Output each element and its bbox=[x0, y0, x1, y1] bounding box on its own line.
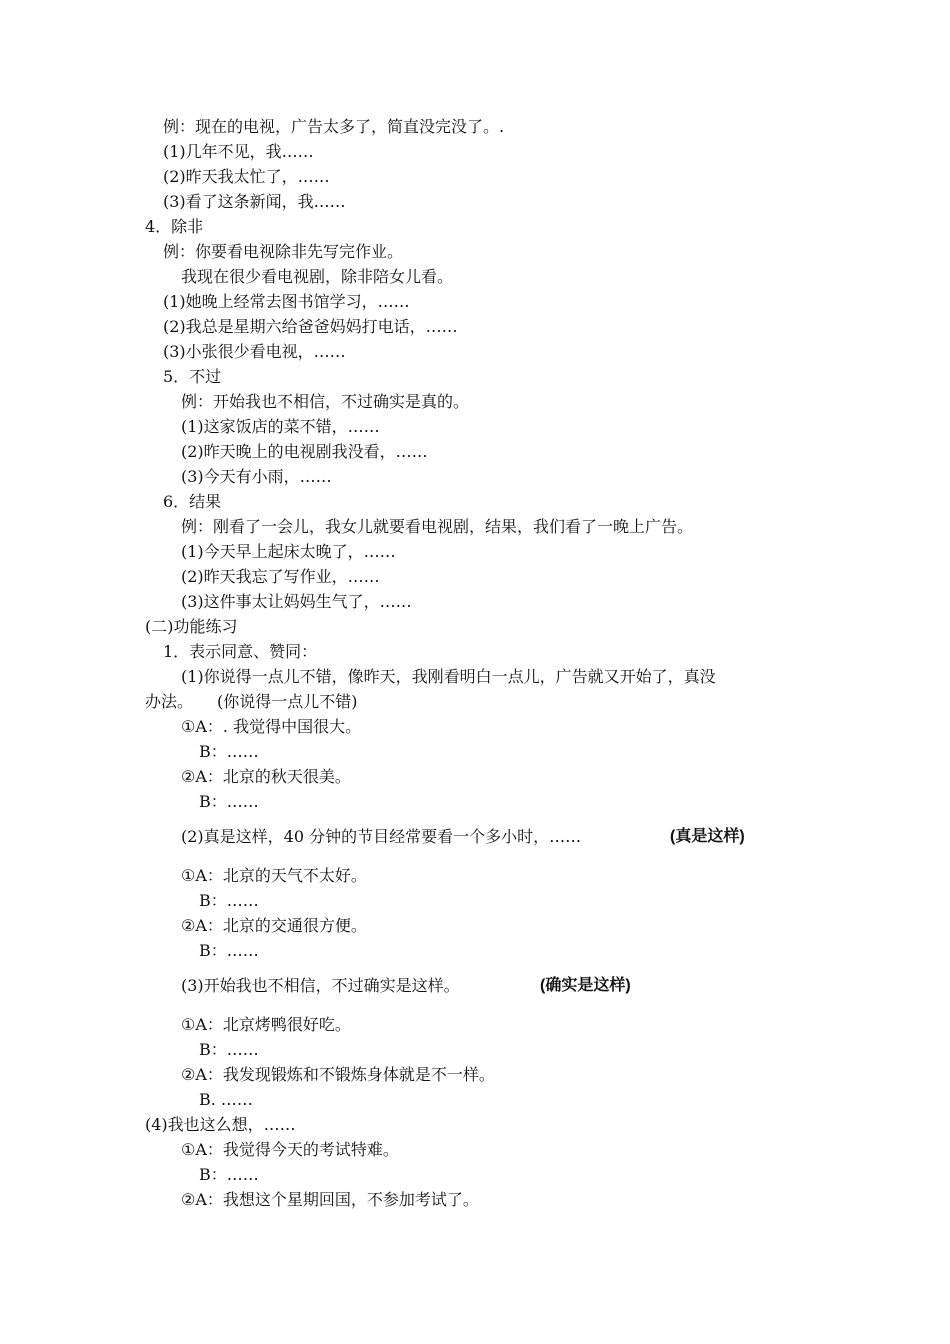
dialogue-a: ②A：北京的秋天很美。 bbox=[181, 767, 351, 786]
exercise-item: (3)看了这条新闻，我…… bbox=[163, 192, 346, 211]
function-example: (3)开始我也不相信，不过确实是这样。 bbox=[181, 976, 460, 995]
section-heading: 1．表示同意、赞同： bbox=[163, 642, 318, 661]
exercise-item: (2)昨天我太忙了，…… bbox=[163, 167, 330, 186]
dialogue-a: ①A：我觉得今天的考试特难。 bbox=[181, 1140, 399, 1159]
phrase-note: (确实是这样) bbox=[540, 977, 631, 994]
exercise-item: (3)今天有小雨，…… bbox=[181, 467, 332, 486]
dialogue-a: ②A：北京的交通很方便。 bbox=[181, 916, 367, 935]
example-line: 我现在很少看电视剧，除非陪女儿看。 bbox=[181, 267, 454, 286]
section-heading: 6．结果 bbox=[163, 492, 222, 511]
dialogue-a: ②A：我想这个星期回国，不参加考试了。 bbox=[181, 1190, 479, 1209]
exercise-item: (2)我总是星期六给爸爸妈妈打电话，…… bbox=[163, 317, 458, 336]
example-line: 例：开始我也不相信，不过确实是真的。 bbox=[181, 392, 470, 411]
dialogue-b: B：…… bbox=[199, 891, 259, 910]
dialogue-b: B：…… bbox=[199, 1165, 259, 1184]
function-example: (2)真是这样，40 分钟的节目经常要看一个多小时，…… bbox=[181, 827, 582, 846]
dialogue-b: B：…… bbox=[199, 742, 259, 761]
example-line: 例：刚看了一会儿，我女儿就要看电视剧，结果，我们看了一晚上广告。 bbox=[181, 517, 694, 536]
exercise-item: (1)她晚上经常去图书馆学习，…… bbox=[163, 292, 410, 311]
exercise-item: (3)小张很少看电视，…… bbox=[163, 342, 346, 361]
dialogue-a: ①A：北京烤鸭很好吃。 bbox=[181, 1015, 351, 1034]
dialogue-b: B：…… bbox=[199, 792, 259, 811]
phrase-note: (真是这样) bbox=[670, 828, 745, 845]
exercise-item: (1)今天早上起床太晚了，…… bbox=[181, 542, 396, 561]
exercise-item: (2)昨天晚上的电视剧我没看，…… bbox=[181, 442, 428, 461]
part-heading: (二)功能练习 bbox=[145, 617, 238, 636]
dialogue-b: B：…… bbox=[199, 1040, 259, 1059]
dialogue-b: B：…… bbox=[199, 941, 259, 960]
exercise-item: (2)昨天我忘了写作业，…… bbox=[181, 567, 380, 586]
function-example: (4)我也这么想，…… bbox=[145, 1115, 296, 1134]
example-line: 例：你要看电视除非先写完作业。 bbox=[163, 242, 404, 261]
exercise-item: (1)这家饭店的菜不错，…… bbox=[181, 417, 380, 436]
section-heading: 4．除非 bbox=[145, 217, 204, 236]
dialogue-a: ①A：北京的天气不太好。 bbox=[181, 866, 367, 885]
exercise-item: (3)这件事太让妈妈生气了，…… bbox=[181, 592, 412, 611]
function-example: (1)你说得一点儿不错，像昨天，我刚看明白一点儿，广告就又开始了，真没 bbox=[181, 667, 716, 686]
function-example-continued: 办法。 (你说得一点儿不错) bbox=[145, 692, 358, 711]
dialogue-b: B. …… bbox=[199, 1090, 253, 1109]
exercise-item: (1)几年不见，我…… bbox=[163, 142, 314, 161]
dialogue-a: ②A：我发现锻炼和不锻炼身体就是不一样。 bbox=[181, 1065, 495, 1084]
dialogue-a: ①A：. 我觉得中国很大。 bbox=[181, 717, 362, 736]
section-heading: 5．不过 bbox=[163, 367, 222, 386]
example-line: 例：现在的电视，广告太多了，简直没完没了。. bbox=[163, 117, 505, 136]
